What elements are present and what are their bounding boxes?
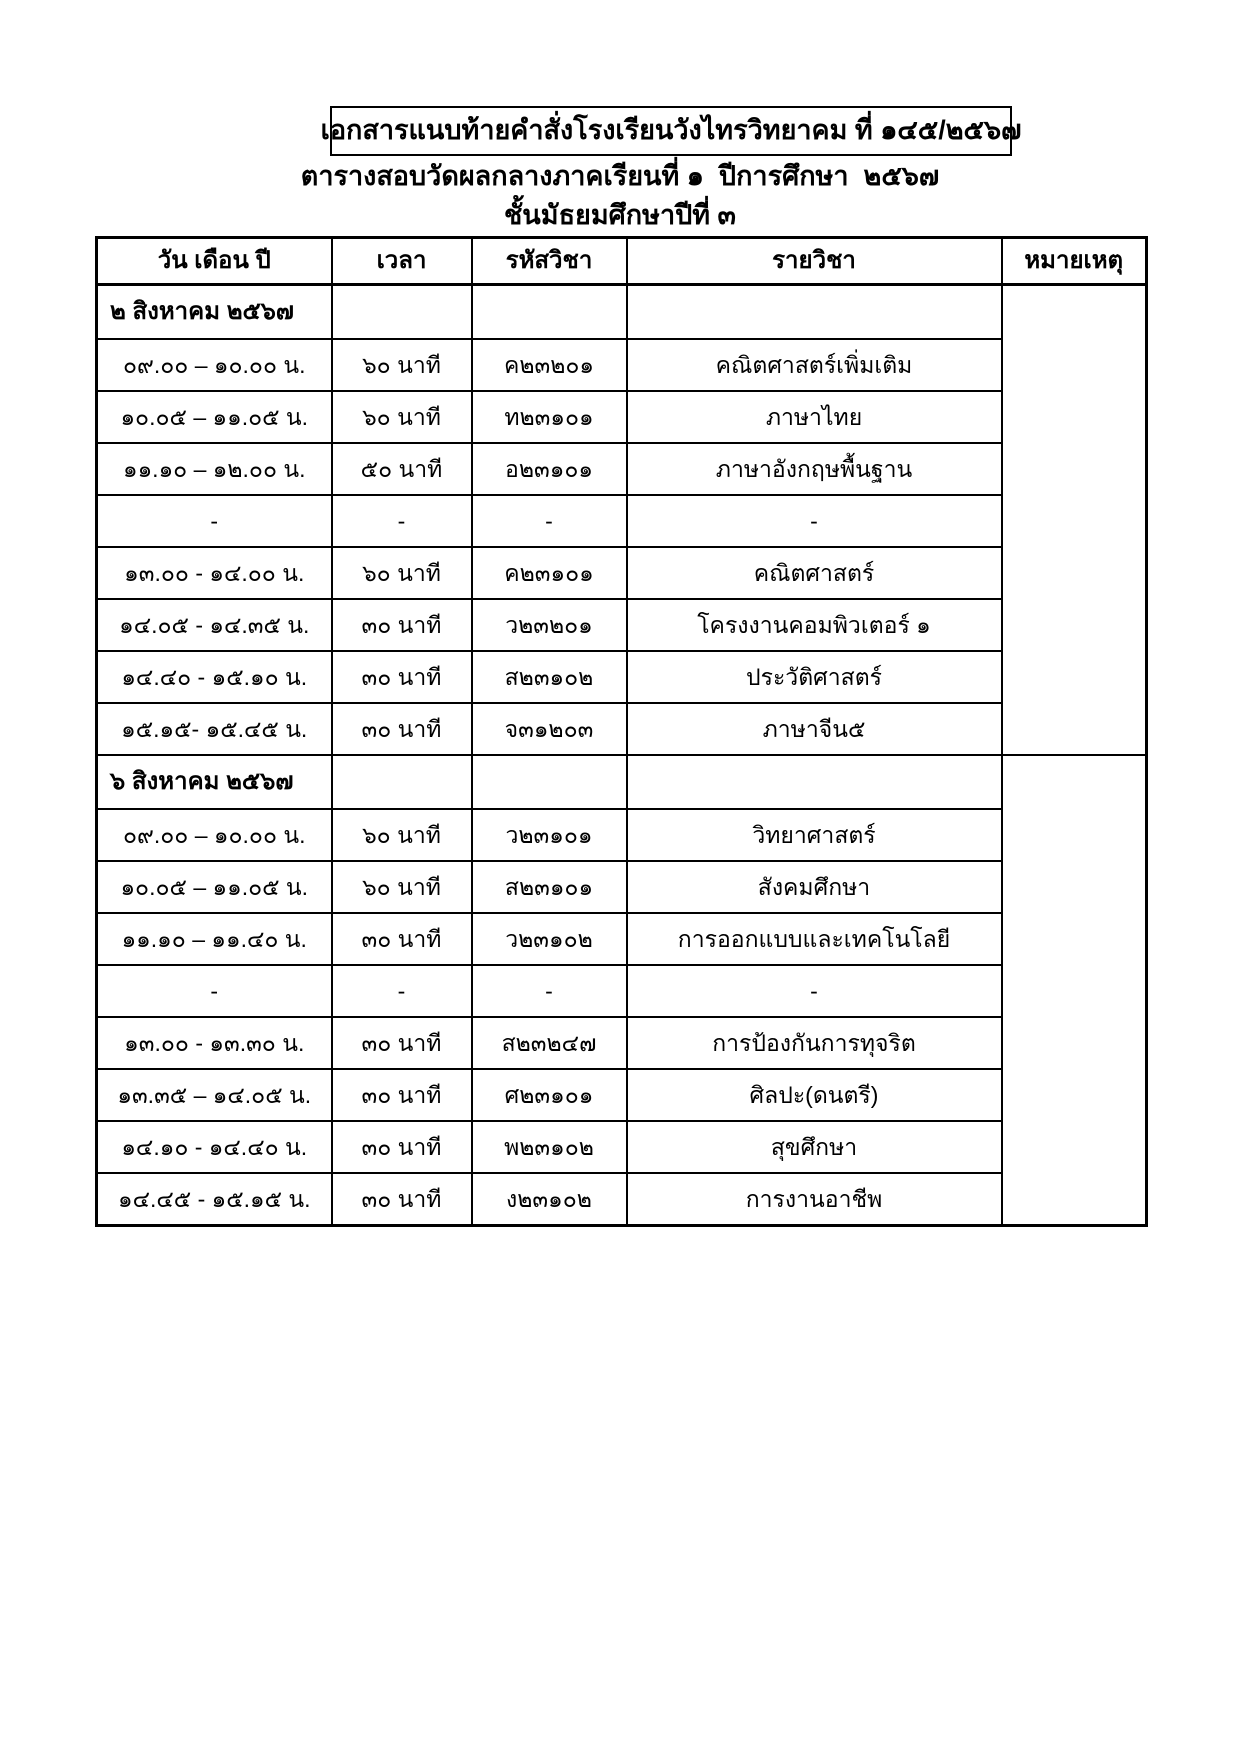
time-cell: ๑๔.๐๕ - ๑๔.๓๕ น. xyxy=(97,599,332,651)
column-header-remark: หมายเหตุ xyxy=(1002,238,1147,285)
subject-cell: ภาษาจีน๕ xyxy=(627,703,1002,755)
time-cell: ๑๑.๑๐ – ๑๑.๔๐ น. xyxy=(97,913,332,965)
code-cell: ส๒๓๒๔๗ xyxy=(472,1017,627,1069)
time-cell: ๑๓.๐๐ - ๑๔.๐๐ น. xyxy=(97,547,332,599)
time-cell: ๑๓.๓๕ – ๑๔.๐๕ น. xyxy=(97,1069,332,1121)
subject-cell: วิทยาศาสตร์ xyxy=(627,809,1002,861)
column-header-time: เวลา xyxy=(332,238,472,285)
document-title-box xyxy=(320,106,1022,156)
duration-cell: ๖๐ นาที xyxy=(332,391,472,443)
table-row xyxy=(97,1017,1147,1069)
code-cell: ว๒๓๑๐๑ xyxy=(472,809,627,861)
duration-cell: ๕๐ นาที xyxy=(332,443,472,495)
subject-cell: สังคมศึกษา xyxy=(627,861,1002,913)
subject-cell: ภาษาอังกฤษพื้นฐาน xyxy=(627,443,1002,495)
code-cell: พ๒๓๑๐๒ xyxy=(472,1121,627,1173)
section-header-row xyxy=(97,285,1147,340)
subject-cell: - xyxy=(627,965,1002,1017)
duration-cell: ๓๐ นาที xyxy=(332,599,472,651)
column-header-date: วัน เดือน ปี xyxy=(97,238,332,285)
document-title: เอกสารแนบท้ายคำสั่งโรงเรียนวังไทรวิทยาคม ที่ ๑๔๕/๒๕๖๗ xyxy=(320,115,1022,146)
code-cell: ส๒๓๑๐๒ xyxy=(472,651,627,703)
table-row xyxy=(97,651,1147,703)
subject-cell: - xyxy=(627,495,1002,547)
table-row xyxy=(97,861,1147,913)
duration-cell: ๖๐ นาที xyxy=(332,339,472,391)
column-header-subject: รายวิชา xyxy=(627,238,1002,285)
subject-cell: การงานอาชีพ xyxy=(627,1173,1002,1226)
subject-cell: คณิตศาสตร์เพิ่มเติม xyxy=(627,339,1002,391)
duration-cell: ๖๐ นาที xyxy=(332,809,472,861)
time-cell: - xyxy=(97,495,332,547)
subject-cell: สุขศึกษา xyxy=(627,1121,1002,1173)
code-cell: ง๒๓๑๐๒ xyxy=(472,1173,627,1226)
time-cell: ๑๔.๔๐ - ๑๕.๑๐ น. xyxy=(97,651,332,703)
table-row xyxy=(97,703,1147,755)
time-cell: ๐๙.๐๐ – ๑๐.๐๐ น. xyxy=(97,339,332,391)
time-cell: ๐๙.๐๐ – ๑๐.๐๐ น. xyxy=(97,809,332,861)
table-row xyxy=(97,391,1147,443)
section-time-cell xyxy=(332,755,472,809)
time-cell: ๑๐.๐๕ – ๑๑.๐๕ น. xyxy=(97,391,332,443)
time-cell: ๑๓.๐๐ - ๑๓.๓๐ น. xyxy=(97,1017,332,1069)
code-cell: ว๒๓๑๐๒ xyxy=(472,913,627,965)
table-row xyxy=(97,913,1147,965)
code-cell: ว๒๓๒๐๑ xyxy=(472,599,627,651)
duration-cell: ๓๐ นาที xyxy=(332,1173,472,1226)
duration-cell: ๖๐ นาที xyxy=(332,861,472,913)
code-cell: ศ๒๓๑๐๑ xyxy=(472,1069,627,1121)
time-cell: ๑๔.๔๕ - ๑๕.๑๕ น. xyxy=(97,1173,332,1226)
duration-cell: - xyxy=(332,495,472,547)
time-cell: ๑๑.๑๐ – ๑๒.๐๐ น. xyxy=(97,443,332,495)
subject-cell: การออกแบบและเทคโนโลยี xyxy=(627,913,1002,965)
code-cell: ค๒๓๒๐๑ xyxy=(472,339,627,391)
subject-cell: โครงงานคอมพิวเตอร์ ๑ xyxy=(627,599,1002,651)
code-cell: ส๒๓๑๐๑ xyxy=(472,861,627,913)
duration-cell: ๖๐ นาที xyxy=(332,547,472,599)
code-cell: ท๒๓๑๐๑ xyxy=(472,391,627,443)
code-cell: - xyxy=(472,495,627,547)
section-subject-cell xyxy=(627,755,1002,809)
code-cell: จ๓๑๒๐๓ xyxy=(472,703,627,755)
header-row xyxy=(97,238,1147,285)
remark-cell xyxy=(1002,285,1147,756)
code-cell: - xyxy=(472,965,627,1017)
table-row xyxy=(97,1173,1147,1226)
table-row xyxy=(97,495,1147,547)
grade-line: ชั้นมัธยมศึกษาปีที่ ๓ xyxy=(503,200,737,230)
table-header xyxy=(97,238,1147,285)
table-row xyxy=(97,443,1147,495)
code-cell: ค๒๓๑๐๑ xyxy=(472,547,627,599)
duration-cell: ๓๐ นาที xyxy=(332,1121,472,1173)
section-time-cell xyxy=(332,285,472,340)
subject-cell: ศิลปะ(ดนตรี) xyxy=(627,1069,1002,1121)
section-date: ๖ สิงหาคม ๒๕๖๗ xyxy=(97,755,332,809)
subject-cell: คณิตศาสตร์ xyxy=(627,547,1002,599)
subject-cell: ประวัติศาสตร์ xyxy=(627,651,1002,703)
time-cell: ๑๔.๑๐ - ๑๔.๔๐ น. xyxy=(97,1121,332,1173)
table-row xyxy=(97,547,1147,599)
section-code-cell xyxy=(472,285,627,340)
duration-cell: ๓๐ นาที xyxy=(332,1069,472,1121)
duration-cell: ๓๐ นาที xyxy=(332,703,472,755)
document-subtitle: ตารางสอบวัดผลกลางภาคเรียนที่ ๑ ปีการศึกษา ๒๕๖๗ xyxy=(300,161,940,191)
duration-cell: ๓๐ นาที xyxy=(332,1017,472,1069)
subject-cell: การป้องกันการทุจริต xyxy=(627,1017,1002,1069)
column-header-code: รหัสวิชา xyxy=(472,238,627,285)
table-row xyxy=(97,1121,1147,1173)
time-cell: ๑๐.๐๕ – ๑๑.๐๕ น. xyxy=(97,861,332,913)
table-row xyxy=(97,1069,1147,1121)
table-row xyxy=(97,339,1147,391)
remark-cell xyxy=(1002,755,1147,1226)
time-cell: - xyxy=(97,965,332,1017)
table-row xyxy=(97,965,1147,1017)
time-cell: ๑๕.๑๕- ๑๕.๔๕ น. xyxy=(97,703,332,755)
code-cell: อ๒๓๑๐๑ xyxy=(472,443,627,495)
duration-cell: - xyxy=(332,965,472,1017)
table-row xyxy=(97,809,1147,861)
exam-schedule-table xyxy=(95,236,1148,1227)
section-subject-cell xyxy=(627,285,1002,340)
section-code-cell xyxy=(472,755,627,809)
section-date: ๒ สิงหาคม ๒๕๖๗ xyxy=(97,285,332,340)
duration-cell: ๓๐ นาที xyxy=(332,651,472,703)
table-row xyxy=(97,599,1147,651)
table-body xyxy=(97,285,1147,1226)
duration-cell: ๓๐ นาที xyxy=(332,913,472,965)
section-header-row xyxy=(97,755,1147,809)
subject-cell: ภาษาไทย xyxy=(627,391,1002,443)
